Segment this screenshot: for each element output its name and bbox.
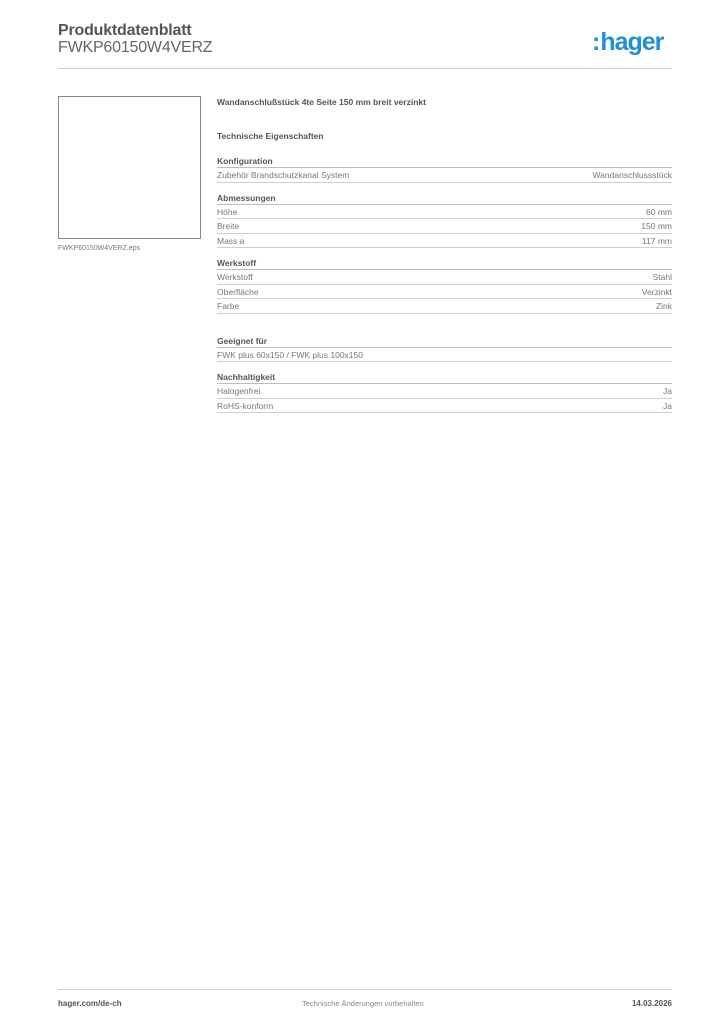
row-label: RoHS-konform	[217, 400, 274, 411]
header-divider	[58, 68, 672, 69]
section-title: Konfiguration	[217, 156, 672, 168]
image-caption: FWKP60150W4VERZ.eps	[58, 245, 141, 252]
section-geeignet-fuer	[217, 336, 672, 363]
row-label: FWK plus 60x150 / FWK plus 100x150	[217, 349, 363, 360]
footer-date: 14.03.2026	[631, 999, 672, 1008]
footer-website: hager.com/de-ch	[58, 999, 122, 1008]
table-row	[217, 234, 672, 249]
table-row	[217, 270, 672, 285]
table-row	[217, 299, 672, 314]
row-label: Werkstoff	[217, 272, 253, 282]
section-title: Abmessungen	[217, 193, 672, 205]
logo-text: hager	[600, 28, 664, 56]
product-image-placeholder	[58, 96, 201, 239]
table-row	[217, 168, 672, 183]
row-value: 117 mm	[641, 235, 672, 246]
product-description: Wandanschlußstück 4te Seite 150 mm breit verzinkt	[217, 97, 426, 107]
row-label: Farbe	[217, 301, 240, 311]
logo-colon: :	[592, 28, 600, 56]
table-row	[217, 285, 672, 300]
row-label: Halogenfrei	[217, 386, 261, 396]
section-title: Geeignet für	[217, 336, 672, 348]
footer-notice: Technische Änderungen vorbehalten	[302, 999, 424, 1008]
table-row	[217, 205, 672, 220]
row-value: 60 mm	[646, 206, 672, 217]
row-value: Zink	[655, 301, 672, 311]
row-value: Wandanschlussstück	[592, 170, 672, 180]
row-value: Verzinkt	[641, 286, 672, 297]
product-details	[217, 96, 672, 413]
section-title: Werkstoff	[217, 258, 672, 270]
technical-properties-heading: Technische Eigenschaften	[217, 131, 324, 141]
row-label: Oberfläche	[217, 286, 259, 297]
row-value: Stahl	[652, 272, 672, 282]
page-title: Produktdatenblatt	[58, 22, 192, 39]
product-code: FWKP60150W4VERZ	[58, 39, 213, 56]
section-title: Nachhaltigkeit	[217, 372, 672, 384]
hager-logo	[592, 28, 663, 56]
row-value: 150 mm	[641, 221, 672, 231]
section-konfiguration	[217, 156, 672, 183]
footer-divider	[58, 989, 672, 990]
section-werkstoff	[217, 258, 672, 314]
row-label: Zubehör Brandschutzkanal System	[217, 170, 350, 180]
row-label: Mass a	[217, 235, 245, 246]
table-row	[217, 399, 672, 414]
table-row	[217, 219, 672, 234]
table-row	[217, 384, 672, 399]
row-label: Höhe	[217, 206, 238, 217]
section-abmessungen	[217, 193, 672, 249]
row-label: Breite	[217, 221, 240, 231]
row-value: Ja	[663, 400, 672, 411]
row-value: Ja	[663, 386, 672, 396]
section-nachhaltigkeit	[217, 372, 672, 413]
table-row	[217, 348, 672, 363]
